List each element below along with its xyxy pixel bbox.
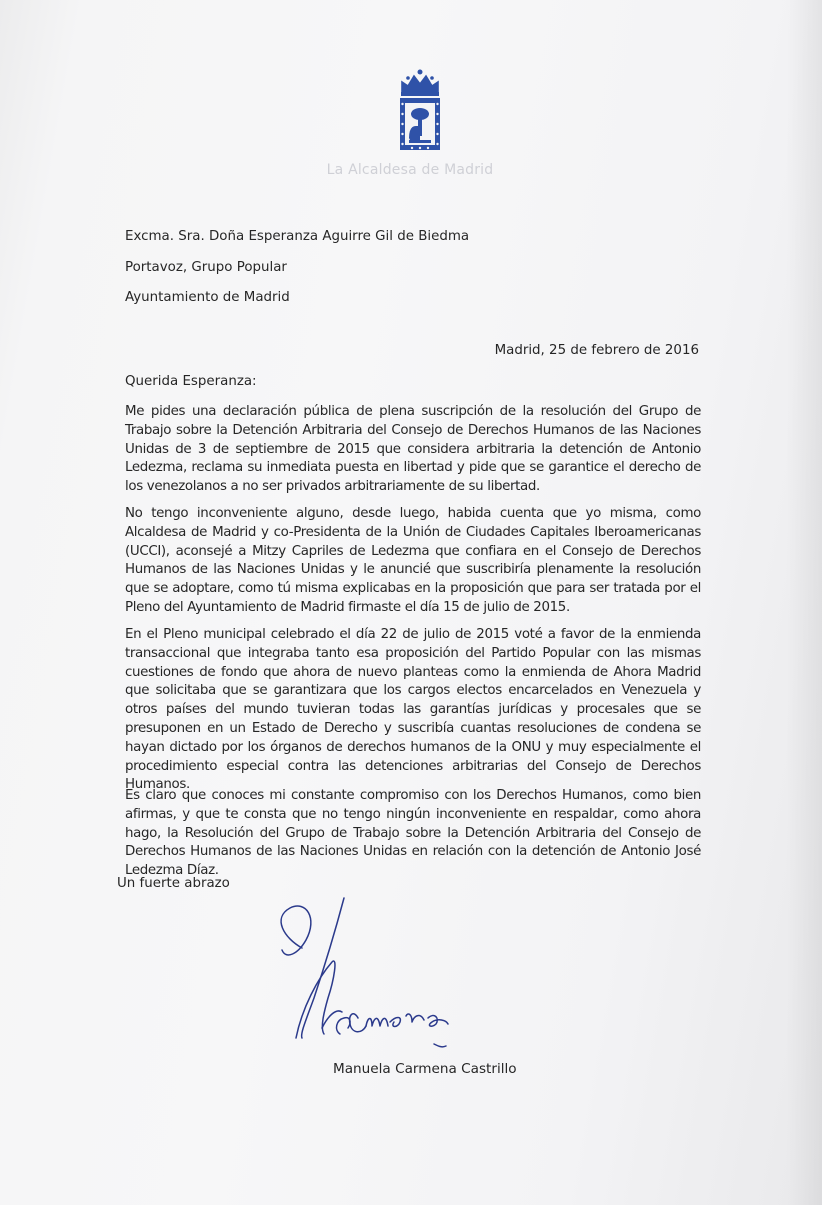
signer-name: Manuela Carmena Castrillo [333, 1061, 517, 1077]
madrid-crest-icon [395, 68, 445, 154]
letter-date: Madrid, 25 de febrero de 2016 [494, 343, 699, 358]
recipient-institution: Ayuntamiento de Madrid [125, 290, 290, 305]
recipient-name: Excma. Sra. Doña Esperanza Aguirre Gil de Biedma [125, 229, 470, 244]
page-shadow [786, 0, 822, 1205]
greeting: Querida Esperanza: [125, 374, 257, 389]
paragraph-2: No tengo inconveniente alguno, desde luego, habida cuenta que yo misma, como Alcaldesa de Madrid y co-Presidenta de la Unión de Ciudades Capitales Iberoamericanas (UCCI), aconsejé a Mitzy Capriles de Ledezma que confiara en el Consejo de Derechos Humanos de las Naciones Unidas y le anuncié que suscribiría plenamente la resolución que se adoptare, como tú misma explicabas en la proposición que para ser tratada por el Pleno del Ayuntamiento de Madrid firmaste el día 15 de julio de 2015. [125, 506, 701, 615]
paragraph-1: Me pides una declaración pública de plena suscripción de la resolución del Grupo de Trabajo sobre la Detención Arbitraria del Consejo de Derechos Humanos de las Naciones Unidas de 3 de septiembre de 2015 que considera arbitraria la detención de Antonio Ledezma, reclama su inmediata puesta en libertad y pide que se garantice el derecho de los venezolanos a no ser privados arbitrariamente de su libertad. [125, 404, 701, 495]
signature-icon [262, 888, 482, 1063]
letterhead-title: La Alcaldesa de Madrid [326, 162, 494, 178]
recipient-role: Portavoz, Grupo Popular [125, 260, 287, 275]
paragraph-3: En el Pleno municipal celebrado el día 22 de julio de 2015 voté a favor de la enmienda transaccional que integraba tanto esa proposición del Partido Popular con las mismas cuestiones de fondo que ahora de nuevo planteas como la enmienda de Ahora Madrid que solicitaba que se garantizara que los cargos electos encarcelados en Venezuela y otros países del mundo tuvieran todas las garantías jurídicas y procesales que se presuponen en un Estado de Derecho y suscribía cuantas resoluciones de condena se hayan dictado por los órganos de derechos humanos de la ONU y muy especialmente el procedimiento especial contra las detenciones arbitrarias del Consejo de Derechos Humanos. [125, 627, 701, 793]
closing: Un fuerte abrazo [117, 876, 230, 891]
paragraph-4: Es claro que conoces mi constante compromiso con los Derechos Humanos, como bien afirmas, y que te consta que no tengo ningún inconveniente en respaldar, como ahora hago, la Resolución del Grupo de Trabajo sobre la Detención Arbitraria del Consejo de Derechos Humanos de las Naciones Unidas en relación con la detención de Antonio José Ledezma Díaz. [125, 788, 701, 879]
